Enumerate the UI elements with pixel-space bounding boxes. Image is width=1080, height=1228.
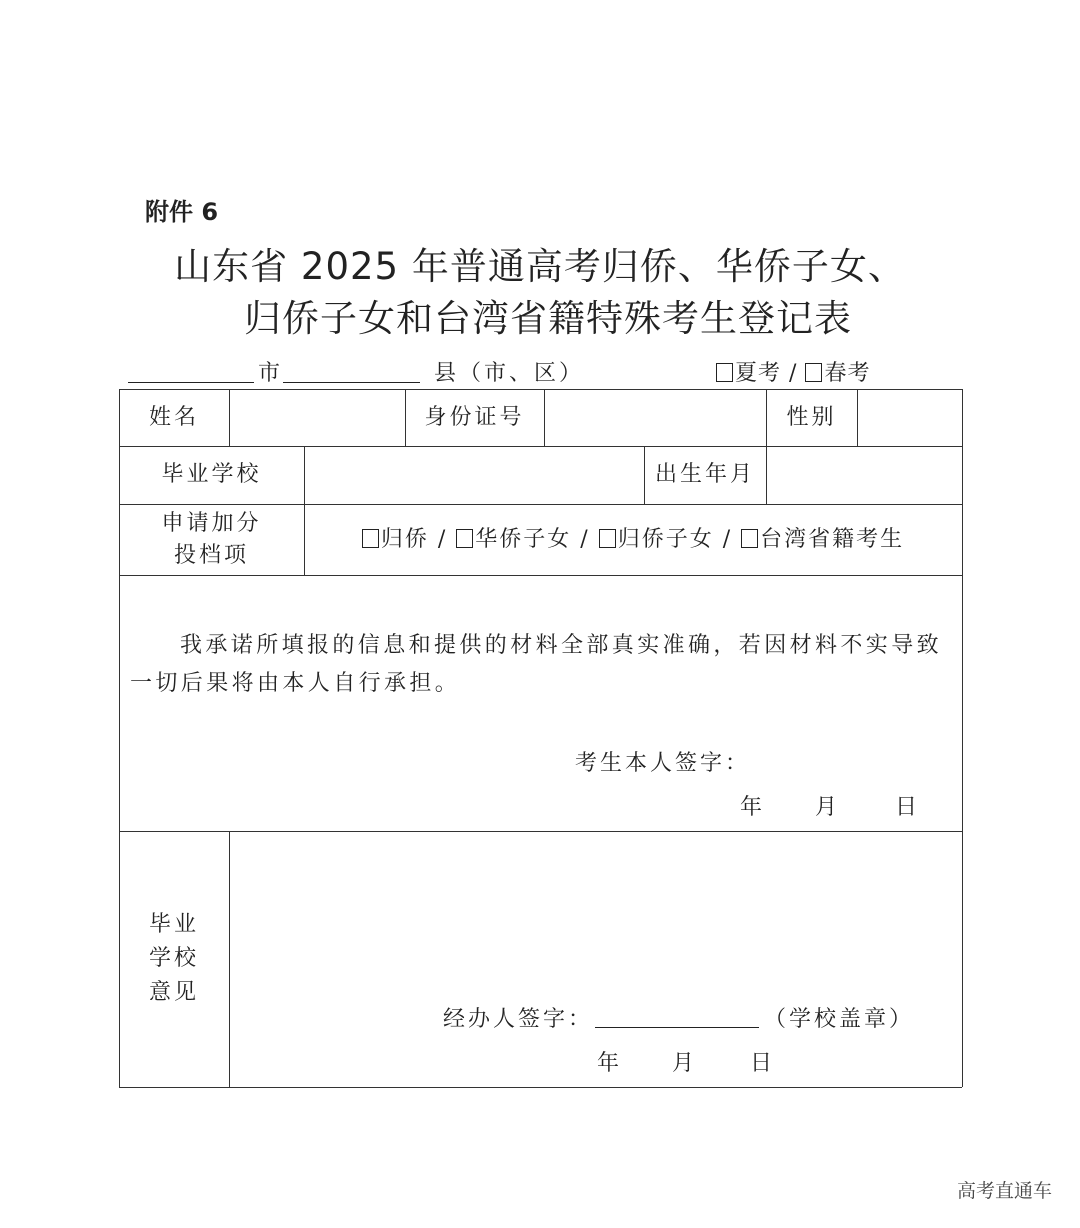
gender-label: 性别 bbox=[786, 404, 837, 430]
pledge-year: 年 bbox=[740, 795, 766, 820]
divider bbox=[119, 575, 962, 576]
attachment-label: 附件 6 bbox=[145, 198, 219, 226]
pledge-day: 日 bbox=[895, 795, 921, 820]
name-label: 姓名 bbox=[148, 404, 199, 430]
option-taiwan[interactable]: 台湾省籍考生 bbox=[741, 524, 904, 556]
opinion-year: 年 bbox=[597, 1051, 623, 1076]
name-field[interactable] bbox=[230, 390, 404, 445]
watermark: 高考直通车 bbox=[956, 1180, 1052, 1202]
handler-signature-blank[interactable] bbox=[595, 1027, 759, 1028]
bonus-item-options bbox=[304, 504, 962, 575]
school-field[interactable] bbox=[305, 447, 643, 503]
exam-type-selector bbox=[716, 356, 870, 387]
pledge-line1: 我承诺所填报的信息和提供的材料全部真实准确，若因材料不实导致 bbox=[180, 633, 943, 658]
bonus-item-label-line1: 申请加分 bbox=[161, 510, 262, 536]
divider bbox=[229, 831, 230, 1087]
city-blank[interactable] bbox=[128, 382, 254, 383]
separator: / bbox=[580, 526, 590, 552]
id-number-field[interactable] bbox=[545, 390, 765, 445]
county-blank[interactable] bbox=[283, 382, 420, 383]
checkbox[interactable] bbox=[741, 529, 758, 548]
checkbox[interactable] bbox=[456, 529, 473, 548]
spring-label: 春考 bbox=[824, 361, 871, 386]
birth-field[interactable] bbox=[767, 447, 961, 503]
divider bbox=[119, 831, 962, 832]
school-opinion-label bbox=[119, 831, 229, 1087]
separator: / bbox=[437, 526, 448, 552]
divider bbox=[962, 389, 963, 1087]
divider bbox=[119, 1087, 962, 1088]
summer-label: 夏考 bbox=[735, 361, 782, 386]
label-line: 学校 bbox=[148, 945, 199, 971]
option-overseas-children[interactable]: 华侨子女 bbox=[456, 524, 571, 556]
spring-checkbox[interactable] bbox=[805, 363, 822, 382]
separator: / bbox=[789, 361, 798, 386]
id-number-label: 身份证号 bbox=[424, 404, 525, 430]
form-title-line1: 山东省 2025 年普通高考归侨、华侨子女、 bbox=[174, 245, 906, 288]
pledge-line2: 一切后果将由本人自行承担。 bbox=[130, 671, 461, 696]
option-returned-overseas[interactable]: 归侨 bbox=[362, 524, 429, 556]
school-label: 毕业学校 bbox=[161, 462, 262, 488]
city-label: 市 bbox=[258, 361, 284, 386]
label-line: 毕业 bbox=[148, 911, 199, 937]
summer-checkbox[interactable] bbox=[716, 363, 733, 382]
separator: / bbox=[722, 526, 733, 552]
bonus-item-label-line2: 投档项 bbox=[173, 542, 249, 568]
option-returned-children[interactable]: 归侨子女 bbox=[599, 524, 714, 556]
checkbox[interactable] bbox=[599, 529, 616, 548]
handler-signature-label: 经办人签字： bbox=[443, 1007, 594, 1032]
birth-label: 出生年月 bbox=[654, 462, 755, 488]
form-title-line2: 归侨子女和台湾省籍特殊考生登记表 bbox=[244, 297, 852, 340]
bonus-item-label bbox=[119, 504, 304, 575]
label-line: 意见 bbox=[148, 980, 199, 1006]
candidate-signature-label: 考生本人签字： bbox=[575, 751, 751, 776]
school-seal-label: （学校盖章） bbox=[764, 1007, 915, 1032]
opinion-month: 月 bbox=[672, 1051, 698, 1076]
gender-field[interactable] bbox=[858, 390, 961, 445]
checkbox[interactable] bbox=[362, 529, 379, 548]
pledge-month: 月 bbox=[815, 795, 841, 820]
county-label: 县（市、区） bbox=[434, 361, 585, 386]
opinion-day: 日 bbox=[750, 1051, 776, 1076]
